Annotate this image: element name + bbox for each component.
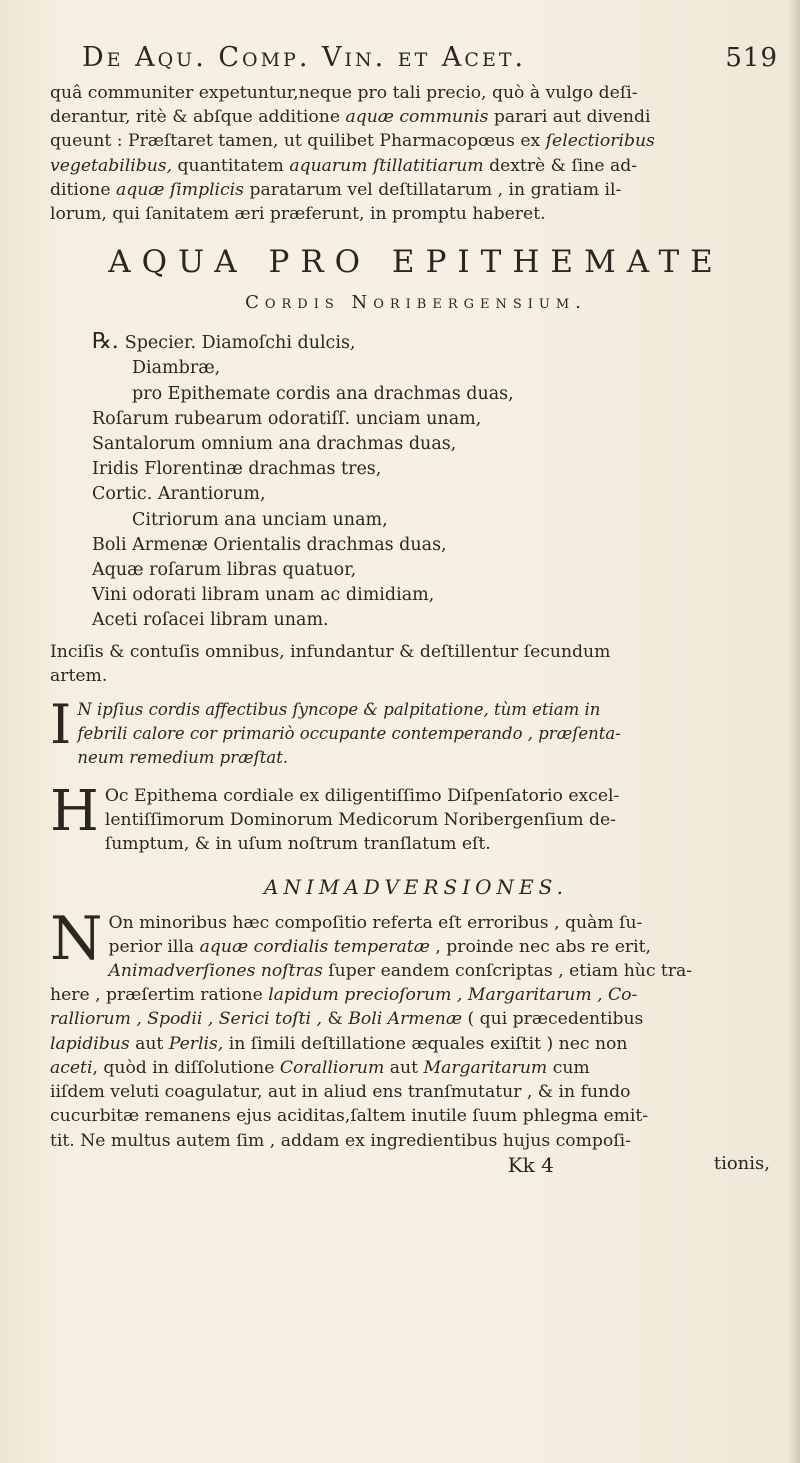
animad-line: On minoribus hæc compoſitio referta eſt erroribus , quàm ſu-	[108, 912, 643, 933]
recipe-line: Aquæ roſarum libras quatuor,	[92, 560, 357, 581]
recipe-line: Aceti roſacei libram unam.	[92, 610, 329, 631]
recipe-line: Citriorum ana unciam unam,	[132, 509, 388, 530]
instruction-paragraph	[50, 640, 780, 688]
recipe-line: Roſarum rubearum odoratiſſ. unciam unam,	[92, 408, 482, 429]
animad-line: iiſdem veluti coagulatur, aut in aliud ens tranſmutatur , & in fundo	[50, 1082, 631, 1103]
recipe-line: Santalorum omnium ana drachmas duas,	[92, 434, 457, 455]
recipe-line: ℞. Specier. Diamoſchi dulcis,	[92, 329, 356, 355]
animad-line: ralliorum , Spodii , Serici toſti , & Boli Armenæ ( qui præcedentibus	[50, 1009, 644, 1030]
section-subtitle: Cordis Noribergensium.	[245, 292, 587, 314]
running-title: De Aqu. Comp. Vin. et Acet.	[82, 42, 527, 73]
section-title: AQUA PRO EPITHEMATE	[108, 244, 724, 281]
intro-line: queunt : Præſtaret tamen, ut quilibet Pharmacopœus ex ſelectioribus	[50, 131, 655, 152]
usage-note	[50, 693, 780, 770]
intro-paragraph	[50, 81, 780, 226]
recipe-line: Cortic. Arantiorum,	[92, 484, 266, 505]
recipe-symbol: ℞.	[92, 329, 119, 355]
note-line: neum remedium præſtat.	[77, 748, 289, 768]
drop-cap: H	[50, 779, 99, 845]
drop-cap: N	[50, 903, 103, 974]
instruction-line: artem.	[50, 665, 108, 686]
source-line: Oc Epithema cordiale ex diligentiſſimo Diſpenſatorio excel-	[104, 786, 620, 807]
recipe-line: Vini odorati libram unam ac dimidiam,	[92, 585, 435, 606]
page-number: 519	[725, 43, 778, 73]
animad-line: here , præſertim ratione lapidum precioſorum , Margaritarum , Co-	[50, 985, 638, 1006]
animad-line: tit. Ne multus autem ſim , addam ex ingredientibus hujus compoſi-	[50, 1130, 631, 1151]
intro-line: vegetabilibus, quantitatem aquarum ſtillatitiarum dextrè & ſine ad-	[50, 155, 638, 176]
intro-line: ditione aquæ ſimplicis paratarum vel deſtillatarum , in gratiam il-	[50, 179, 622, 200]
recipe-line: pro Epithemate cordis ana drachmas duas,	[132, 383, 514, 404]
animad-line: cucurbitæ remanens ejus aciditas,ſaltem inutile ſuum phlegma emit-	[50, 1106, 649, 1127]
recipe-line: Boli Armenæ Orientalis drachmas duas,	[92, 534, 447, 555]
animad-line: Animadverſiones noſtras ſuper eandem conſcriptas , etiam hùc tra-	[108, 961, 693, 982]
signature-mark: Kk 4	[507, 1152, 554, 1177]
note-line: febrili calore cor primariò occupante contemperando , præſenta-	[77, 724, 621, 744]
note-line: N ipſius cordis affectibus ſyncope & palpitatione, tùm etiam in	[77, 700, 601, 720]
animad-line: perior illa aquæ cordialis temperatæ , proinde nec abs re erit,	[108, 936, 651, 957]
intro-line: quâ communiter expetuntur,neque pro tali precio, quò à vulgo deſi-	[50, 83, 638, 103]
instruction-line: Inciſis & contuſis omnibus, infundantur & deſtillentur ſecundum	[50, 641, 611, 662]
catchword: tionis,	[713, 1152, 770, 1174]
animad-line: aceti, quòd in diſſolutione Coralliorum aut Margaritarum cum	[50, 1057, 590, 1078]
intro-line: derantur, ritè & abſque additione aquæ communis parari aut divendi	[50, 107, 651, 128]
drop-cap: I	[50, 693, 72, 757]
animad-line: lapidibus aut Perlis, in ſimili deſtillatione æquales exiſtit ) nec non	[50, 1033, 628, 1054]
recipe-list	[92, 329, 790, 633]
intro-line: lorum, qui ſanitatem æri præferunt, in promptu haberet.	[50, 204, 546, 225]
animadversiones-paragraph	[50, 903, 780, 1153]
page-content	[42, 42, 790, 1177]
source-line: ſumptum, & in uſum noſtrum tranſlatum eſt.	[104, 834, 491, 855]
source-line: lentiſſimorum Dominorum Medicorum Noribergenſium de-	[104, 810, 616, 831]
recipe-line: Iridis Florentinæ drachmas tres,	[92, 459, 382, 480]
recipe-line: Diambræ,	[132, 358, 221, 379]
page-footer	[42, 1153, 770, 1177]
running-head	[82, 42, 778, 73]
animadversiones-heading: ANIMADVERSIONES.	[264, 874, 568, 899]
source-paragraph	[50, 779, 780, 857]
